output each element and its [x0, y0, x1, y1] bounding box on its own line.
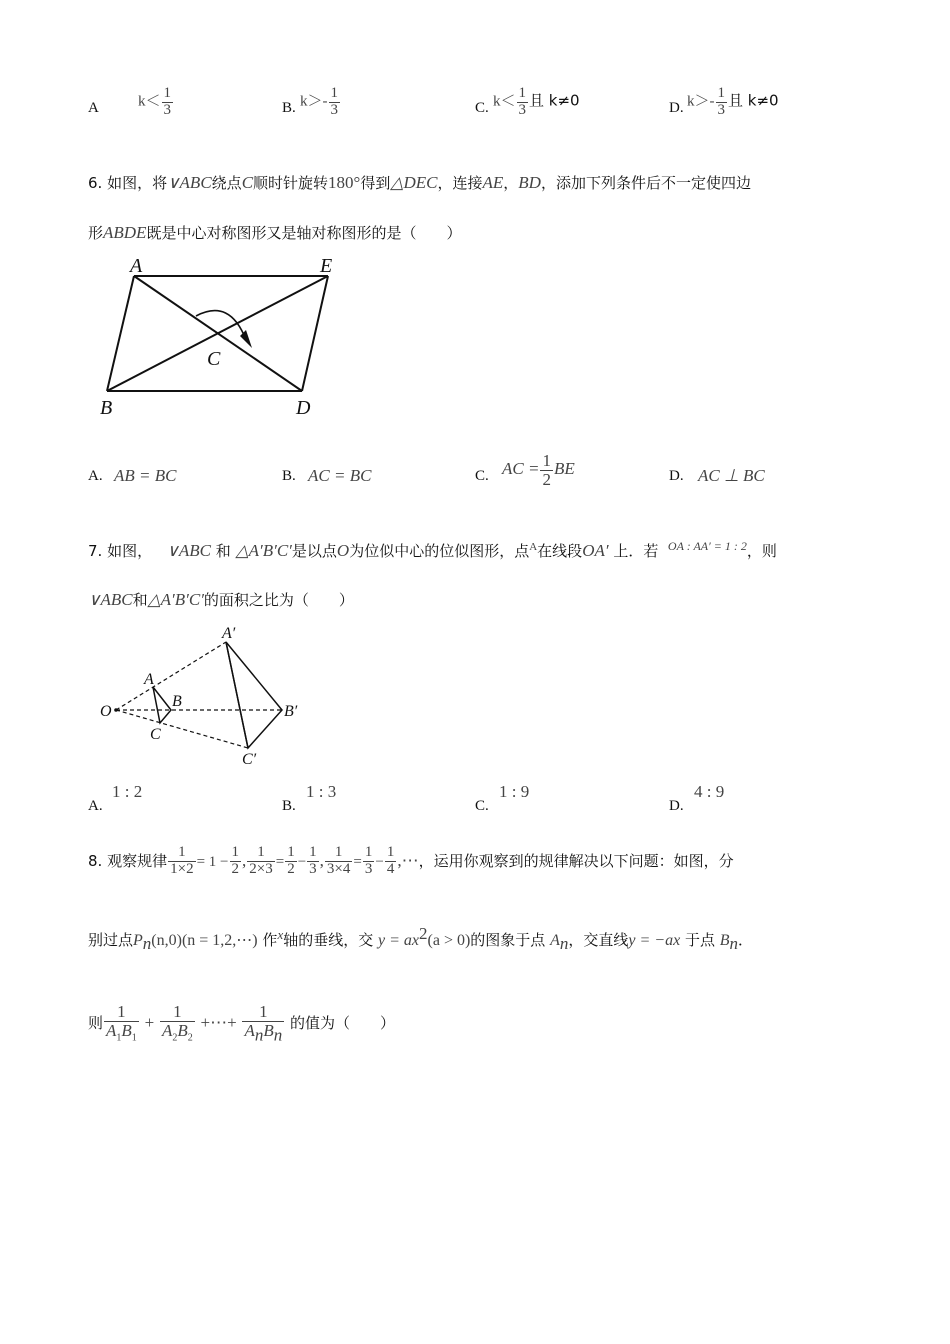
rotation-arrowhead	[240, 330, 252, 348]
q7-label-c-prime: C′	[242, 751, 257, 768]
q7-option-d-label: D.	[669, 798, 684, 814]
q5-option-b: k＞- $\frac{1}{3}$	[300, 85, 338, 118]
q7-stem-line2: ∨ABC和△A′B′C′的面积之比为（ ）	[88, 590, 354, 609]
q7-homothety-figure	[96, 620, 316, 772]
diagonal-be	[107, 276, 328, 391]
q6-stem-line1: 6. 如图，将∨ABC绕点C顺时针旋转180°得到△DEC，连接AE，BD，添加下列条件后不一定使四边	[88, 173, 751, 192]
q7-label-c: C	[150, 726, 161, 743]
q7-label-a: A	[144, 671, 154, 688]
q5-option-d-label: D.	[669, 100, 684, 116]
edge-a2c2	[226, 642, 248, 748]
q6-option-d: AC ⊥ BC	[698, 466, 765, 485]
q5-option-b-label: B.	[282, 100, 296, 116]
edge-ed	[302, 276, 328, 391]
q8-stem-line3: 则 $\frac{1}{A_1B_1}$ + $\frac{1}{A_2B_2}$ +⋯+ $\frac{1}{A_nB_n}$ 的值为（ ）	[88, 1002, 396, 1045]
q7-label-a-prime: A′	[222, 625, 236, 642]
q6-option-d-label: D.	[669, 468, 684, 484]
q7-option-d: 4 : 9	[694, 782, 725, 801]
q7-option-c-label: C.	[475, 798, 489, 814]
q6-option-b-label: B.	[282, 468, 296, 484]
q7-option-c: 1 : 9	[499, 782, 530, 801]
q6-option-c: AC = $\frac{1}{2}$ BE	[502, 451, 575, 489]
q6-label-e: E	[320, 255, 333, 277]
q5-option-d: k＞- $\frac{1}{3}$ 且 k≠0	[687, 85, 779, 118]
point-o	[114, 708, 118, 712]
edge-ab	[107, 276, 134, 391]
q8-stem-line2: 别过点$P_n(n,0)(n$ = 1,2,⋯) 作x轴的垂线，交 $y = ax^2(a > 0)$的图象于点 $A_n$，交直线y = −ax 于点 $B_n$．	[88, 924, 754, 953]
ray-oc	[116, 710, 248, 748]
triangle-abc	[153, 687, 171, 723]
ray-oa	[116, 642, 226, 710]
q7-option-b-label: B.	[282, 798, 296, 814]
q7-option-a: 1 : 2	[112, 782, 143, 801]
q7-option-b: 1 : 3	[306, 782, 337, 801]
q6-parallelogram-figure	[90, 250, 350, 422]
q5-option-c-label: C.	[475, 100, 489, 116]
q5-option-c: k＜ $\frac{1}{3}$ 且 k≠0	[493, 85, 580, 118]
q5-option-a: k＜ $\frac{1}{3}$	[138, 85, 172, 118]
q7-stem-line1: 7. 如图， ∨ABC 和 △A′B′C′是以点O为位似中心的位似图形，点$^A$在线段OA′ 上．若 $^{OA : AA' = 1 : 2}$，则	[88, 539, 777, 560]
q6-option-a-label: A.	[88, 468, 103, 484]
q7-label-b-prime: B′	[284, 703, 298, 720]
q7-option-a-label: A.	[88, 798, 103, 814]
q7-label-o: O	[100, 703, 112, 720]
q5-option-a-label: A	[88, 100, 99, 116]
triangle-a2b2c2	[226, 642, 282, 748]
q6-label-c: C	[207, 348, 221, 370]
q6-stem-line2: 形ABDE既是中心对称图形又是轴对称图形的是（ ）	[88, 223, 462, 242]
q6-option-c-label: C.	[475, 468, 489, 484]
q7-label-b: B	[172, 693, 182, 710]
q6-label-d: D	[296, 397, 311, 419]
q6-label-b: B	[100, 397, 113, 419]
q6-option-b: AC = BC	[308, 466, 372, 485]
q6-label-a: A	[130, 255, 143, 277]
q8-stem-line1: 8. 观察规律 $\frac{1}{1\times 2}$ = 1 − $\frac{1}{2}$ , $\frac{1}{2\times 3}$ = $\frac{1}{2}$ − $\frac{1}{3}$ , $\frac{1}{3\times 4}$ = $\frac{1}{3}$ − $\frac{1}{4}$ ,⋯，运用你观察到的规律解决以下问题：如图，分	[88, 844, 734, 877]
q6-option-a: AB = BC	[114, 466, 177, 485]
